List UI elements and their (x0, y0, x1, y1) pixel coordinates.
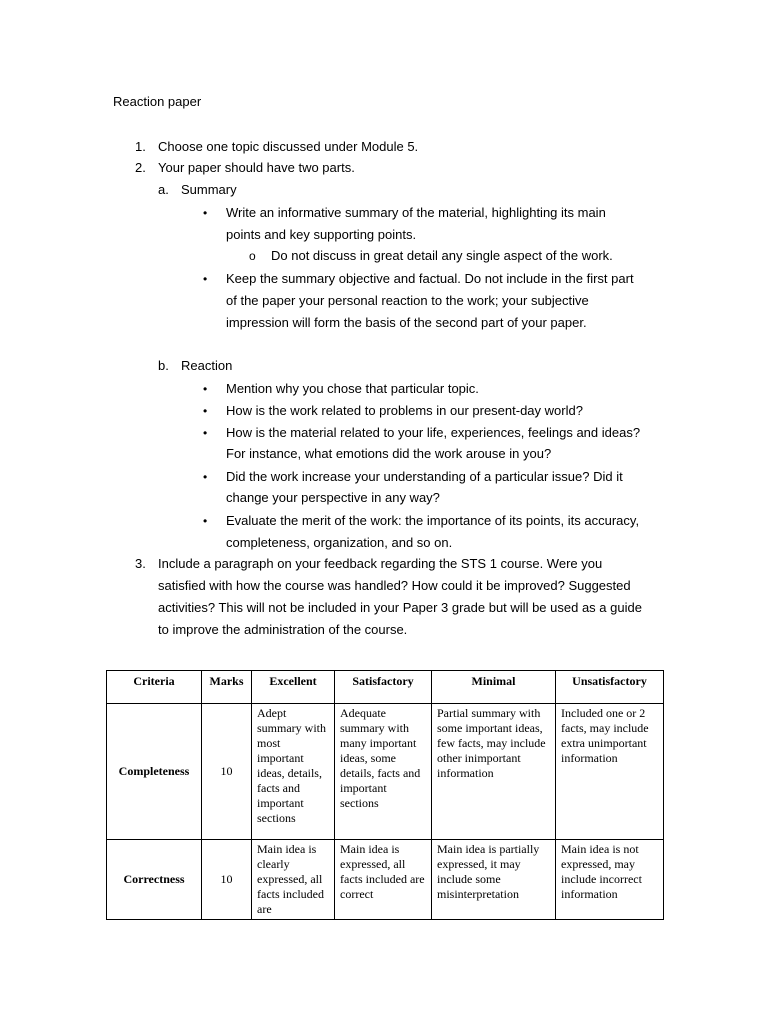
header-marks: Marks (202, 671, 252, 704)
excellent-cell: Main idea is clearly expressed, all facts included are (252, 840, 335, 920)
table-row (107, 840, 664, 920)
minimal-cell: Partial summary with some important ideas, few facts, may include other inimportant information (432, 704, 556, 840)
bullet-icon: • (203, 514, 208, 528)
header-minimal: Minimal (432, 671, 556, 704)
bullet-text: change your perspective in any way? (226, 490, 440, 505)
header-excellent: Excellent (252, 671, 335, 704)
header-criteria: Criteria (107, 671, 202, 704)
unsatisfactory-cell: Main idea is not expressed, may include incorrect information (556, 840, 664, 920)
criteria-cell: Completeness (107, 704, 202, 840)
bullet-text: of the paper your personal reaction to the work; your subjective (226, 293, 589, 308)
satisfactory-cell: Main idea is expressed, all facts included are correct (335, 840, 432, 920)
sublist-letter: a. (158, 182, 169, 197)
list-number: 3. (135, 556, 146, 571)
minimal-cell: Main idea is partially expressed, it may include some misinterpretation (432, 840, 556, 920)
bullet-text: Keep the summary objective and factual. Do not include in the first part (226, 271, 634, 286)
list-number: 1. (135, 139, 146, 154)
sub-bullet-text: Do not discuss in great detail any single aspect of the work. (271, 248, 613, 263)
bullet-text: completeness, organization, and so on. (226, 535, 453, 550)
bullet-icon: • (203, 382, 208, 396)
unsatisfactory-cell: Included one or 2 facts, may include extra unimportant information (556, 704, 664, 840)
circle-bullet-icon: o (249, 249, 256, 263)
criteria-cell: Correctness (107, 840, 202, 920)
bullet-icon: • (203, 206, 208, 220)
table-row (107, 704, 664, 840)
bullet-text: Write an informative summary of the material, highlighting its main (226, 205, 606, 220)
list-item-text: Your paper should have two parts. (158, 160, 355, 175)
bullet-text: Evaluate the merit of the work: the importance of its points, its accuracy, (226, 513, 640, 528)
sublist-heading: Summary (181, 182, 237, 197)
list-item-text: activities? This will not be included in your Paper 3 grade but will be used as a guide (158, 600, 642, 615)
bullet-text: impression will form the basis of the second part of your paper. (226, 315, 587, 330)
marks-cell: 10 (202, 840, 252, 920)
bullet-icon: • (203, 404, 208, 418)
sublist-heading: Reaction (181, 358, 233, 373)
list-number: 2. (135, 160, 146, 175)
satisfactory-cell: Adequate summary with many important ideas, some details, facts and important sections (335, 704, 432, 840)
bullet-text: How is the work related to problems in our present-day world? (226, 403, 583, 418)
excellent-cell: Adept summary with most important ideas, details, facts and important sections (252, 704, 335, 840)
bullet-icon: • (203, 426, 208, 440)
bullet-text: For instance, what emotions did the work arouse in you? (226, 446, 552, 461)
list-item-text: Choose one topic discussed under Module 5. (158, 139, 419, 154)
rubric-table (106, 670, 664, 920)
table-header-row (107, 671, 664, 704)
sublist-letter: b. (158, 358, 169, 373)
header-satisfactory: Satisfactory (335, 671, 432, 704)
bullet-text: Did the work increase your understanding of a particular issue? Did it (226, 469, 623, 484)
bullet-icon: • (203, 470, 208, 484)
marks-cell: 10 (202, 704, 252, 840)
header-unsatisfactory: Unsatisfactory (556, 671, 664, 704)
list-item-text: Include a paragraph on your feedback regarding the STS 1 course. Were you (158, 556, 603, 571)
list-item-text: to improve the administration of the course. (158, 622, 408, 637)
document-title: Reaction paper (113, 94, 202, 109)
bullet-icon: • (203, 272, 208, 286)
bullet-text: points and key supporting points. (226, 227, 417, 242)
bullet-text: Mention why you chose that particular topic. (226, 381, 479, 396)
list-item-text: satisfied with how the course was handled? How could it be improved? Suggested (158, 578, 631, 593)
bullet-text: How is the material related to your life, experiences, feelings and ideas? (226, 425, 641, 440)
